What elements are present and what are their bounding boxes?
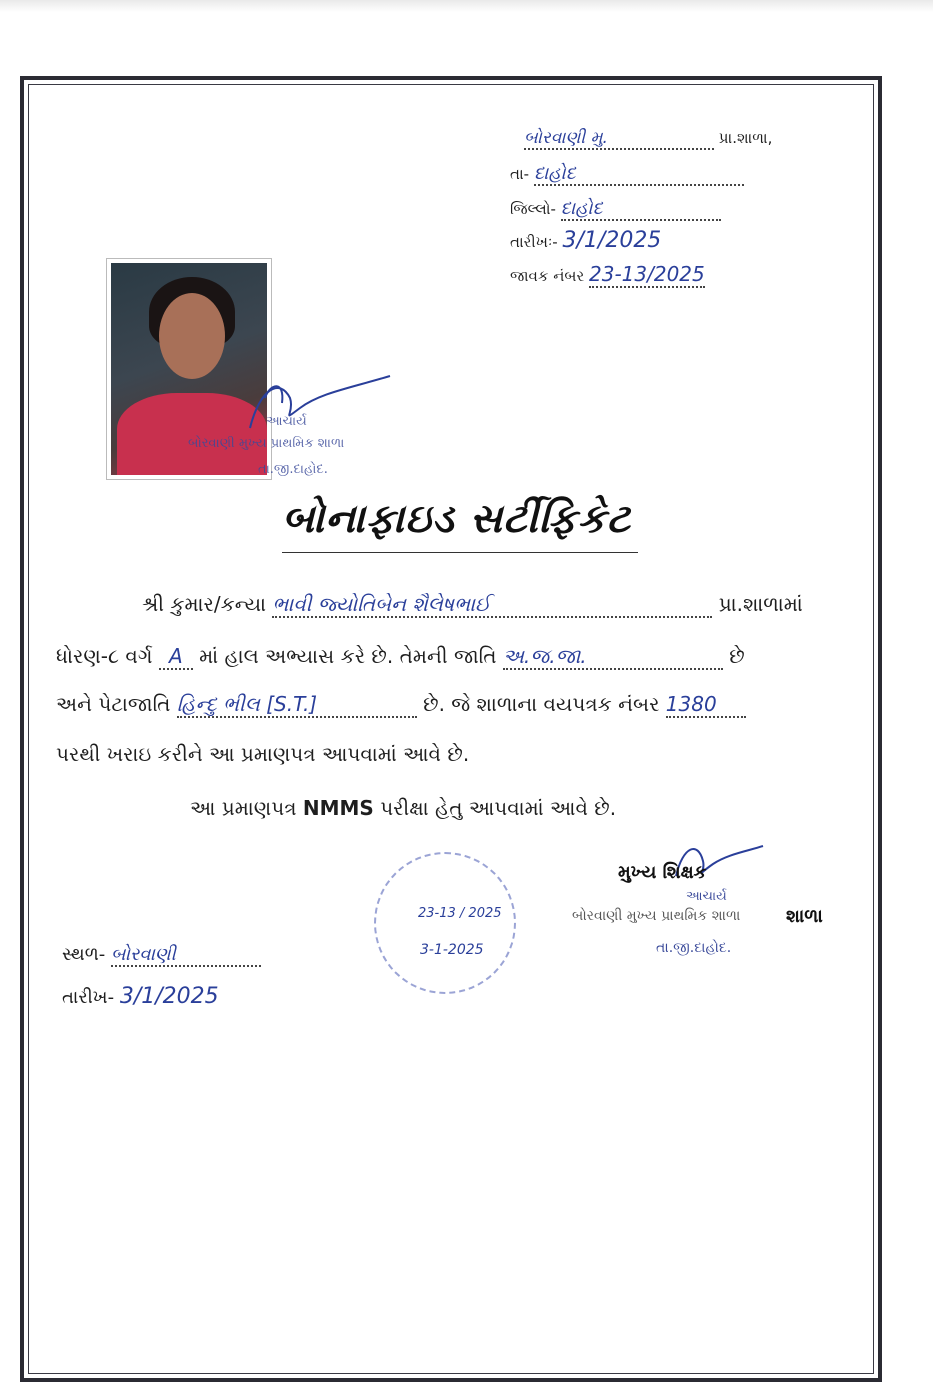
photo-face: [159, 293, 225, 379]
district-value: દાહોદ: [561, 198, 721, 221]
body-line-1: [142, 592, 803, 618]
date-value: 3/1/2025: [562, 228, 662, 253]
line5-post: પરીક્ષા હેતુ આપવામાં આવે છે.: [380, 796, 617, 820]
header-outward-line: [510, 262, 705, 288]
caste: અ.જ.જા.: [503, 644, 723, 670]
body-line-5: [190, 796, 616, 820]
round-office-stamp: [374, 852, 516, 994]
body-line-3: [56, 692, 746, 718]
school-suffix: પ્રા.શાળા,: [718, 129, 773, 147]
division: A: [159, 644, 193, 670]
signature-place: તા.જી.દાહોદ.: [656, 940, 732, 956]
line4-text: પરથી ખરાઇ કરીને આ પ્રમાણપત્ર આપવામાં આવે છે.: [56, 742, 470, 766]
exam-name: NMMS: [302, 796, 374, 820]
signature-school: બોરવાણી મુખ્ય પ્રાથમિક શાળા: [572, 908, 741, 924]
page-top-edge: [0, 0, 933, 12]
stamp-number: 23-13 / 2025: [418, 906, 502, 921]
header-taluka-line: [510, 163, 744, 186]
line2-mid: માં હાલ અભ્યાસ કરે છે. તેમની જાતિ: [199, 644, 497, 668]
body-line-4: [56, 742, 469, 766]
school-name: બોરવાણી મુ.: [524, 128, 714, 150]
line3-mid: છે. જે શાળાના વયપત્રક નંબર: [423, 692, 660, 716]
date-label: તારીખઃ-: [510, 233, 558, 251]
register-number: 1380: [666, 692, 746, 718]
outward-value: 23-13/2025: [589, 262, 705, 286]
place-value: બોરવાણી: [111, 944, 261, 967]
line2-std: ધોરણ-૮ વર્ગ: [56, 644, 153, 668]
certificate-title: બોનાફાઇડ સર્ટીફિકેટ: [282, 496, 631, 542]
footer-date-label: તારીખ-: [62, 987, 115, 1008]
footer-date: [62, 984, 219, 1009]
title-underline: [282, 552, 638, 553]
signature-title: મુખ્ય શિક્ષક: [618, 862, 707, 883]
line1-suffix: પ્રા.શાળામાં: [718, 592, 803, 616]
line1-prefix: શ્રી કુમાર/કન્યા: [142, 592, 267, 616]
stamp-date: 3-1-2025: [420, 942, 484, 958]
place-label: સ્થળ-: [62, 944, 106, 965]
subcaste: હિન્દુ ભીલ [S.T.]: [177, 692, 417, 718]
outward-label: જાવક નંબર: [510, 267, 585, 285]
header-school-line: [524, 128, 772, 150]
body-line-2: [56, 644, 745, 670]
photo-stamp-place: તા.જી.દાહોદ.: [258, 462, 328, 477]
header-district-line: [510, 198, 721, 221]
line3-prefix: અને પેટાજાતિ: [56, 692, 171, 716]
line5-pre: આ પ્રમાણપત્ર: [190, 796, 297, 820]
footer-date-value: 3/1/2025: [119, 984, 219, 1009]
signature-shala: શાળા: [786, 906, 823, 927]
signature-role: આચાર્ય: [686, 889, 727, 904]
taluka-label: તા-: [510, 165, 530, 183]
photo-stamp-role: આચાર્ય: [266, 414, 307, 429]
header-date-line: [510, 228, 661, 253]
taluka-value: દાહોદ: [534, 163, 744, 186]
line2-end: છે: [729, 644, 745, 668]
student-name: ભાવી જ્યોતિબેન શૈલેષભાઈ: [272, 592, 712, 618]
district-label: જિલ્લો-: [510, 200, 556, 218]
footer-place: [62, 944, 261, 967]
photo-stamp-school: બોરવાણી મુખ્ય પ્રાથમિક શાળા: [188, 436, 345, 451]
